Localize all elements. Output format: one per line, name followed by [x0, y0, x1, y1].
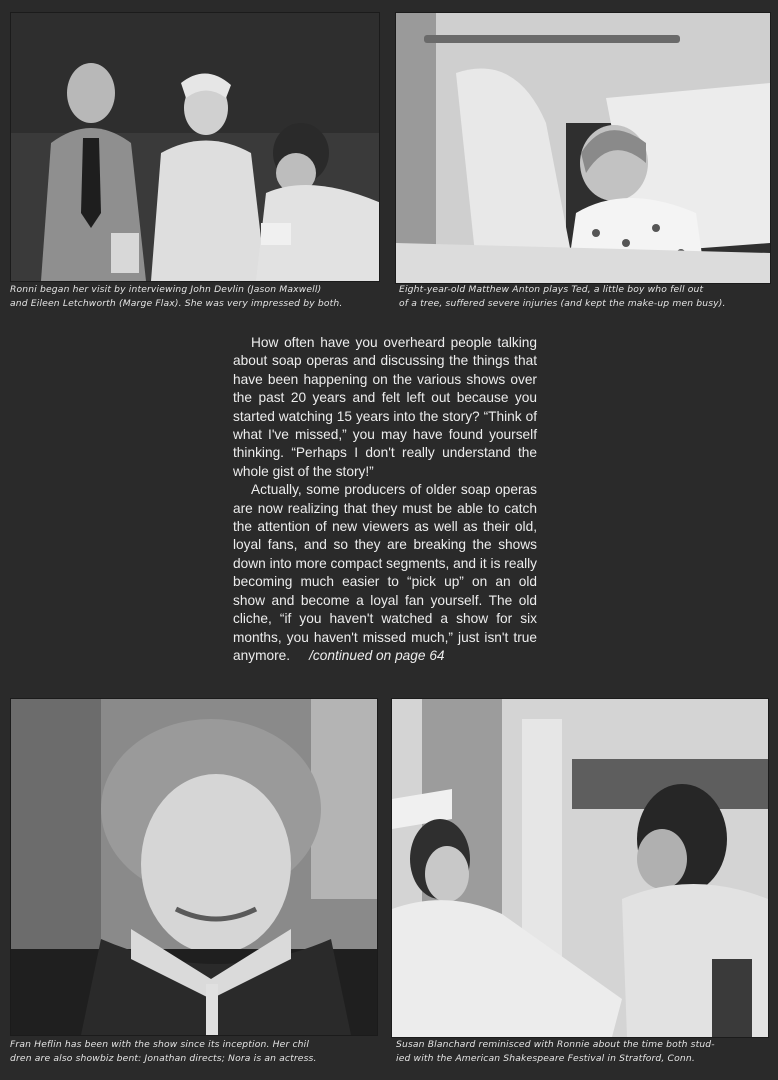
caption-line: Eight-year-old Matthew Anton plays Ted, a little boy who fell out	[399, 284, 704, 295]
article-paragraph: How often have you overheard people talking about soap operas and discussing the things that have been happening on the various shows over the past 20 years and felt left out because you started watching 15 years into the story? “Think of what I've missed,” you may have found yourself thinking. “Perhaps I don't really understand the whole gist of the story!”	[233, 335, 537, 479]
article-paragraph	[233, 481, 537, 665]
caption-line: and Eileen Letchworth (Marge Flax). She was very impressed by both.	[10, 298, 343, 309]
photo-portrait-scene	[11, 699, 377, 1035]
caption-line: dren are also showbiz bent: Jonathan directs; Nora is an actress.	[10, 1053, 317, 1064]
photo-nurse-scene	[392, 699, 768, 1037]
caption-top-right	[399, 283, 726, 311]
caption-line: Fran Heflin has been with the show since its inception. Her chil	[10, 1039, 310, 1050]
continued-note: /continued on page 64	[309, 647, 445, 663]
photo-susan-blanchard	[391, 698, 769, 1038]
article-body	[233, 334, 537, 665]
photo-devlin-letchworth	[10, 12, 380, 282]
photo-interview-scene	[11, 13, 379, 281]
caption-bottom-right	[396, 1038, 715, 1066]
photo-hospital-bed-scene	[396, 13, 770, 283]
article-paragraph-text: Actually, some producers of older soap operas are now realizing that they must be able to catch the attention of new viewers as well as their old, loyal fans, and so they are breaking the shows down into more compact segments, and it is really becoming much easier to “pick up” on an old show and become a loyal fan yourself. The old cliche, “if you haven't watched a show for six months, you haven't missed much,” just isn't true anymore.	[233, 482, 537, 663]
caption-line: of a tree, suffered severe injuries (and kept the make-up men busy).	[399, 298, 726, 309]
photo-matthew-anton	[395, 12, 771, 284]
photo-fran-heflin	[10, 698, 378, 1036]
caption-line: Ronni began her visit by interviewing John Devlin (Jason Maxwell)	[10, 284, 322, 295]
caption-top-left	[10, 283, 342, 311]
caption-bottom-left	[10, 1038, 317, 1066]
caption-line: Susan Blanchard reminisced with Ronnie about the time both stud-	[396, 1039, 715, 1050]
caption-line: ied with the American Shakespeare Festival in Stratford, Conn.	[396, 1053, 695, 1064]
